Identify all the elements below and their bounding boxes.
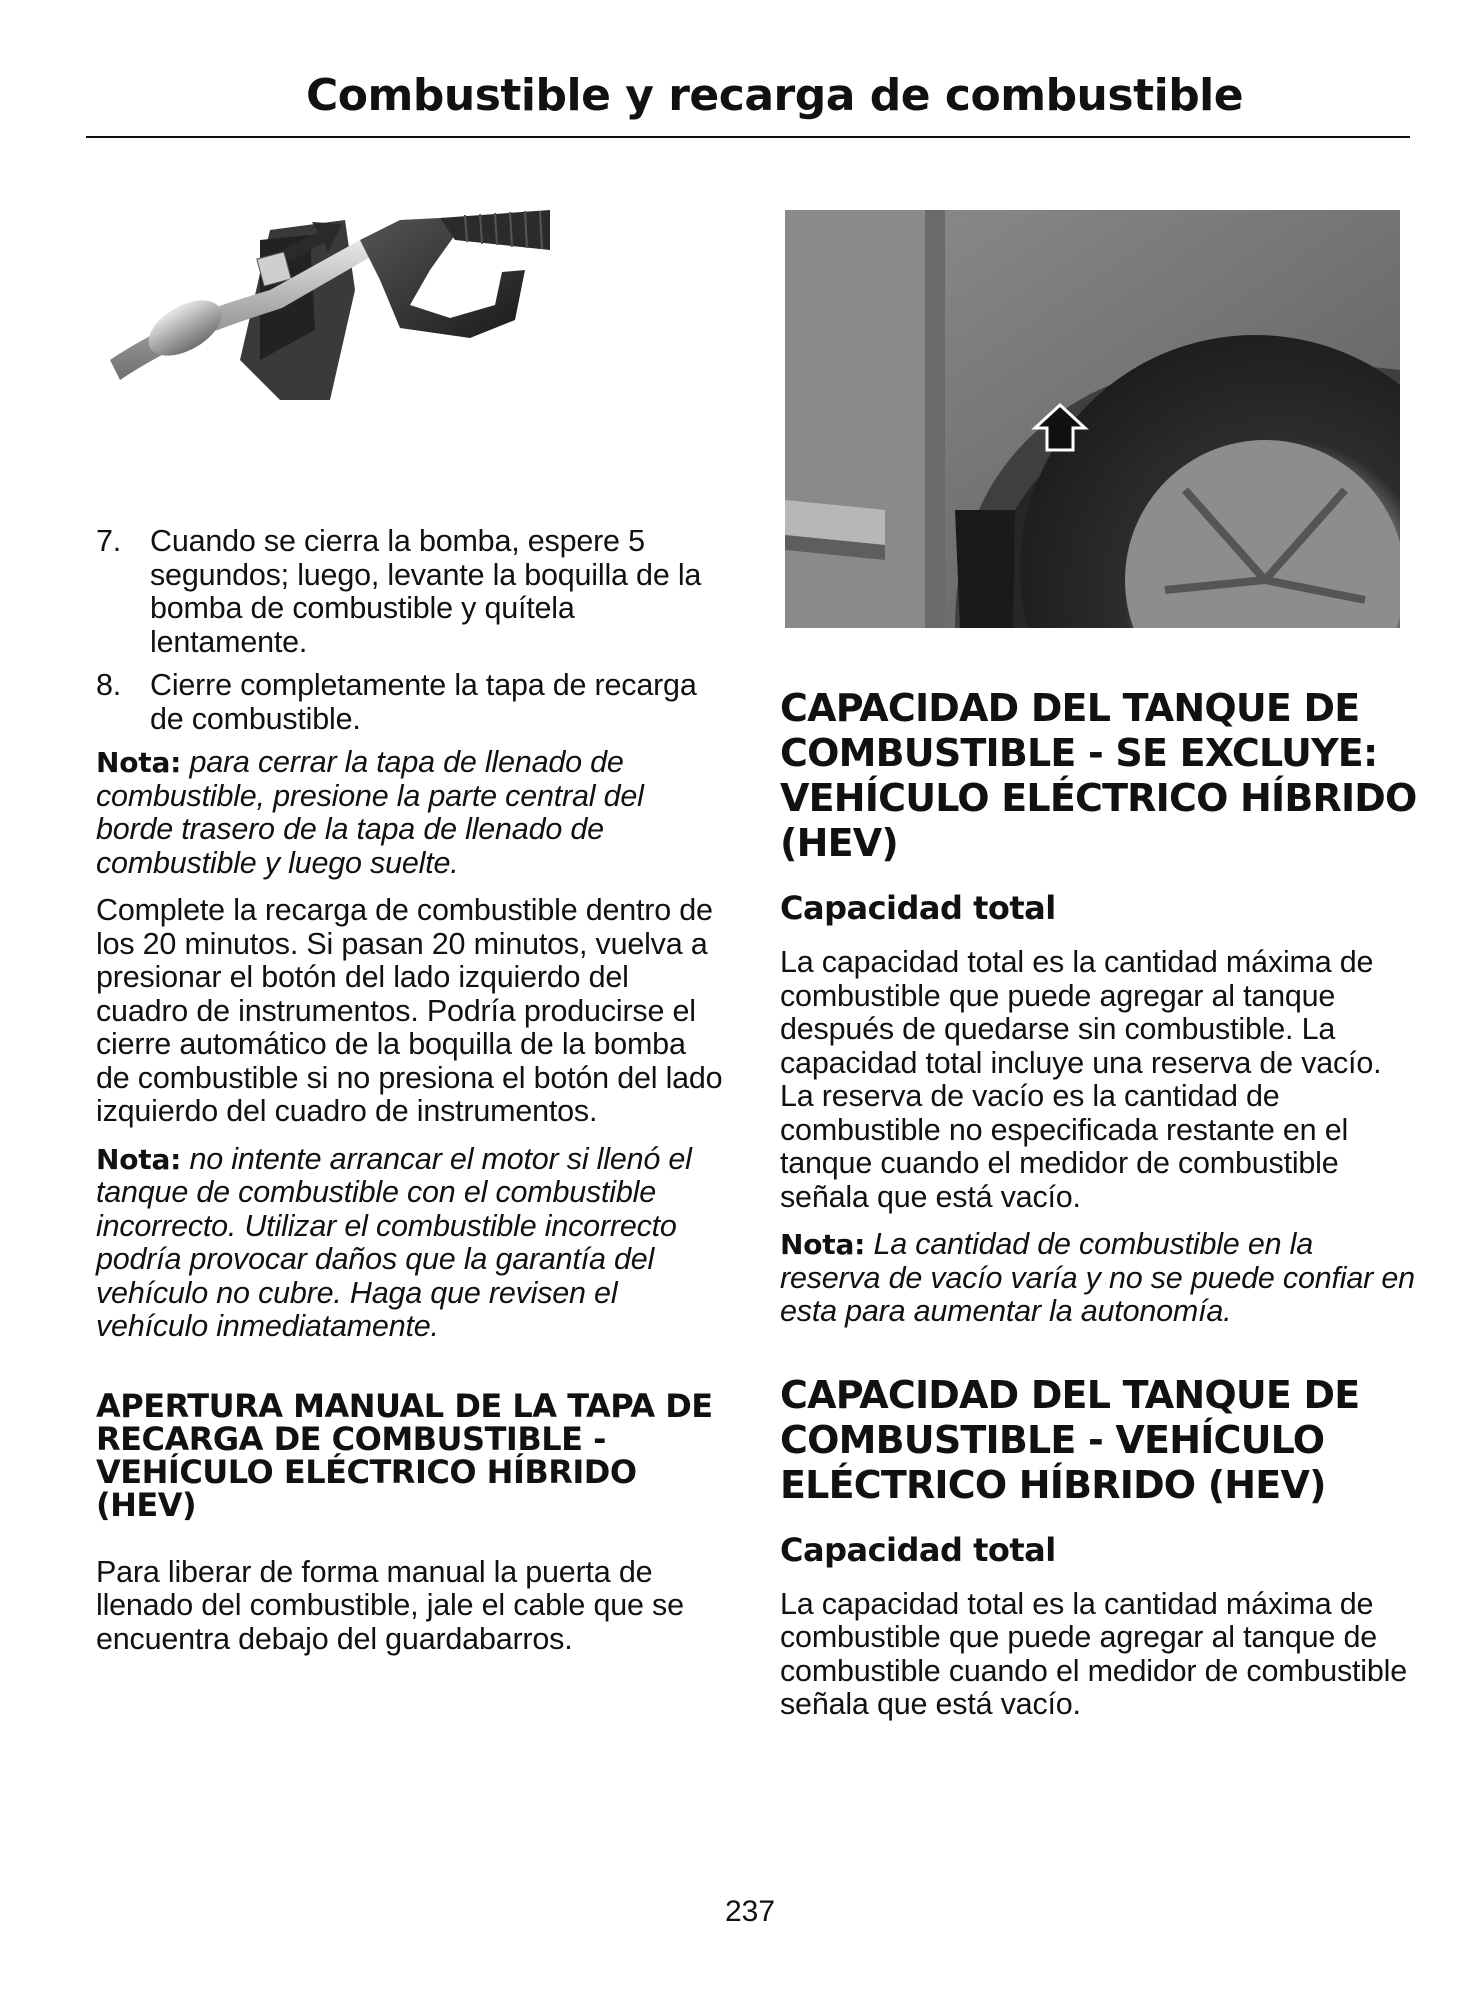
list-item	[96, 669, 726, 736]
subsection-heading: Capacidad total	[780, 1530, 1056, 1569]
note-label: Nota:	[780, 1228, 866, 1261]
section-heading: CAPACIDAD DEL TANQUE DE COMBUSTIBLE - SE EXCLUYE: VEHÍCULO ELÉCTRICO HÍBRIDO (HEV)	[780, 686, 1417, 865]
note-label: Nota:	[96, 1142, 182, 1176]
list-text: Cierre completamente la tapa de recarga de combustible.	[150, 668, 697, 736]
list-text: Cuando se cierra la bomba, espere 5 segundos; luego, levante la boquilla de la bomba de combustible y quítela lentamente.	[150, 524, 702, 659]
paragraph: Complete la recarga de combustible dentro de los 20 minutos. Si pasan 20 minutos, vuelva a presionar el botón del lado izquierdo del cuadro de instrumentos. Podría producirse el cierre automático de la boquilla de la bomba de combustible si no presiona el botón del lado izquierdo del cuadro de instrumentos.	[96, 893, 723, 1128]
right-column	[780, 686, 1420, 1736]
section-heading: CAPACIDAD DEL TANQUE DE COMBUSTIBLE - VEHÍCULO ELÉCTRICO HÍBRIDO (HEV)	[780, 1372, 1360, 1507]
vehicle-wheel-well-icon	[785, 210, 1400, 628]
fuel-nozzle-figure	[110, 210, 700, 480]
note-text: La cantidad de combustible en la reserva de vacío varía y no se puede confiar en esta para aumentar la autonomía.	[780, 1227, 1415, 1328]
note	[96, 1143, 726, 1344]
note-text: para cerrar la tapa de llenado de combustible, presione la parte central del borde trasero de la tapa de llenado de combustible y luego suelte.	[96, 745, 644, 880]
paragraph: Para liberar de forma manual la puerta de llenado del combustible, jale el cable que se encuentra debajo del guardabarros.	[96, 1554, 684, 1656]
paragraph: La capacidad total es la cantidad máxima de combustible que puede agregar al tanque después de quedarse sin combustible. La capacidad total incluye una reserva de vacío. La reserva de vacío es la cantidad de combustible no especificada restante en el tanque cuando el medidor de combustible señala que está vacío.	[780, 945, 1382, 1214]
section-heading: APERTURA MANUAL DE LA TAPA DE RECARGA DE COMBUSTIBLE -VEHÍCULO ELÉCTRICO HÍBRIDO (HEV)	[96, 1386, 713, 1524]
page-number: 237	[724, 1895, 776, 1928]
paragraph: La capacidad total es la cantidad máxima de combustible que puede agregar al tanque de combustible cuando el medidor de combustible señala que está vacío.	[780, 1586, 1407, 1721]
list-item	[96, 525, 726, 659]
list-number: 7.	[96, 524, 122, 558]
subsection-heading: Capacidad total	[780, 889, 1056, 927]
note	[96, 746, 726, 880]
vehicle-wheel-well-figure	[785, 210, 1400, 628]
fuel-nozzle-icon	[110, 210, 700, 480]
page-title: Combustible y recarga de combustible	[306, 70, 1244, 121]
note	[780, 1228, 1420, 1329]
left-column	[96, 525, 726, 1670]
list-number: 8.	[96, 668, 122, 702]
title-divider	[86, 136, 1410, 138]
note-text: no intente arrancar el motor si llenó el tanque de combustible con el combustible incorrecto. Utilizar el combustible incorrecto podría provocar daños que la garantía del vehículo no cubre. Haga que revisen el vehículo inmediatamente.	[96, 1141, 692, 1343]
note-label: Nota:	[96, 746, 182, 779]
